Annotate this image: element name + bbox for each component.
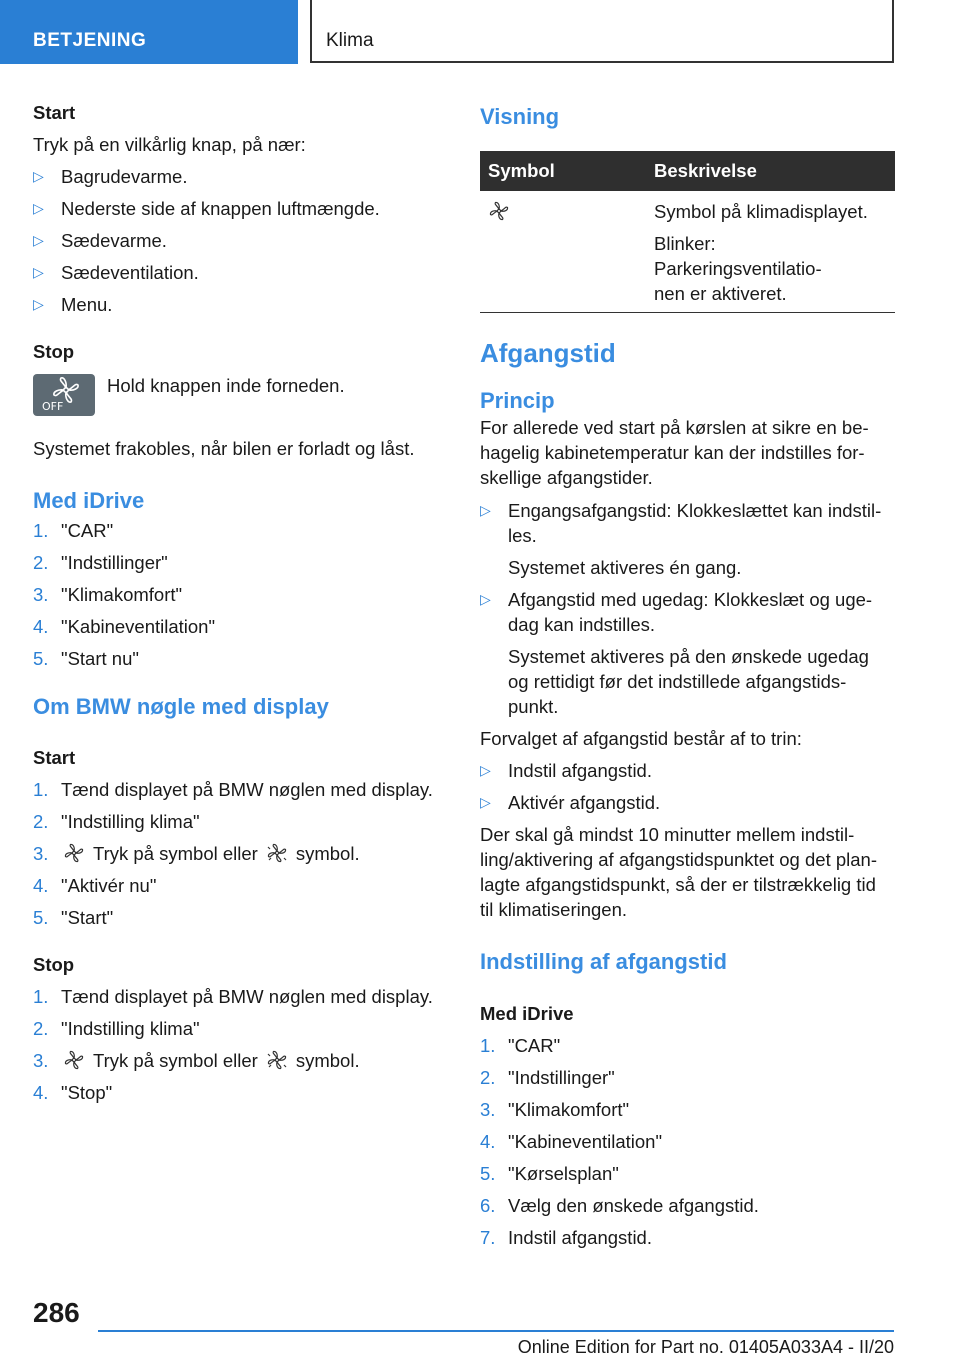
list-item: ▷ Sædevarme. xyxy=(33,230,167,251)
triangle-bullet-icon: ▷ xyxy=(33,296,44,312)
right-idrive-list xyxy=(480,1033,895,1250)
list-item: 4. "Stop" xyxy=(33,1082,113,1103)
table-desc-2: Blinker: Parkeringsventilatio- nen er aktiveret. xyxy=(654,233,822,304)
triangle-bullet-icon: ▷ xyxy=(33,232,44,248)
fan-auto-icon xyxy=(266,1050,288,1070)
list-item: 1. Tænd displayet på BMW nøglen med display. xyxy=(33,986,433,1007)
footer-divider xyxy=(98,1330,894,1332)
list-item: 4. "Kabineventilation" xyxy=(480,1131,663,1152)
list-number: 3. xyxy=(33,1050,49,1071)
list-item: 1. "CAR" xyxy=(480,1035,561,1056)
table-row xyxy=(480,191,895,313)
right-column xyxy=(480,100,895,1250)
list-number: 1. xyxy=(33,520,49,541)
list-item: 3. Tryk på symbol eller symbol. xyxy=(33,1050,360,1071)
fan-icon xyxy=(63,843,85,863)
table-description-cell xyxy=(646,191,895,313)
system-off-text: Systemet frakobles, når bilen er forladt og låst. xyxy=(33,438,415,459)
list-item: 4. "Kabineventilation" xyxy=(33,616,216,637)
triangle-bullet-icon: ▷ xyxy=(480,762,491,778)
stop-title: Stop xyxy=(33,341,75,362)
list-number: 2. xyxy=(33,811,49,832)
list-number: 4. xyxy=(33,1082,49,1103)
list-number: 1. xyxy=(480,1035,496,1056)
triangle-bullet-icon: ▷ xyxy=(33,168,44,184)
fan-icon xyxy=(63,1050,85,1070)
key-start-list xyxy=(33,777,453,930)
list-number: 3. xyxy=(480,1099,496,1120)
key-heading: Om BMW nøgle med display xyxy=(33,694,329,719)
indstilling-heading: Indstilling af afgangstid xyxy=(480,949,727,974)
idrive-heading: Med iDrive xyxy=(33,488,145,513)
b2-sub: Systemet aktiveres på den ønskede ugedag og rettidigt før det indstillede afgangstids- punkt. xyxy=(508,646,869,717)
list-item: ▷ Nederste side af knappen luftmængde. xyxy=(33,198,380,219)
triangle-bullet-icon: ▷ xyxy=(33,264,44,280)
list-item: ▷ Menu. xyxy=(33,294,113,315)
table-header-description: Beskrivelse xyxy=(646,151,895,191)
afgangstid-heading: Afgangstid xyxy=(480,338,616,368)
list-item: 3. "Klimakomfort" xyxy=(480,1099,630,1120)
list-number: 2. xyxy=(480,1067,496,1088)
list-item: 5. "Kørselsplan" xyxy=(480,1163,619,1184)
list-item: 3. Tryk på symbol eller symbol. xyxy=(33,843,360,864)
fan-off-button-icon xyxy=(33,374,95,416)
list-item: ▷ Afgangstid med ugedag: Klokkeslæt og uge- dag kan indstilles. xyxy=(480,589,873,635)
table-symbol-cell xyxy=(480,191,646,313)
header-chapter: Klima xyxy=(326,30,374,51)
list-item: 2. "Indstilling klima" xyxy=(33,811,200,832)
triangle-bullet-icon: ▷ xyxy=(480,794,491,810)
note-text: Der skal gå mindst 10 minutter mellem indstil- ling/aktivering af afgangstidspunktet og det plan- lagte afgangstidspunkt, så der er tilstrækkelig tid til klimatiseringen. xyxy=(480,824,877,920)
idrive-list xyxy=(33,518,453,671)
list-number: 1. xyxy=(33,986,49,1007)
list-item: ▷ Indstil afgangstid. xyxy=(480,760,652,781)
list-number: 2. xyxy=(33,552,49,573)
visning-heading: Visning xyxy=(480,104,560,129)
list-number: 7. xyxy=(480,1227,496,1248)
list-item: 2. "Indstillinger" xyxy=(480,1067,615,1088)
triangle-bullet-icon: ▷ xyxy=(480,502,491,518)
list-item: 6. Vælg den ønskede afgangstid. xyxy=(480,1195,759,1216)
start-list xyxy=(33,164,453,317)
princip-text: For allerede ved start på kørslen at sikre en be- hagelig kabinetemperatur kan der indstilles for- skellige afgangstider. xyxy=(480,417,869,488)
left-column xyxy=(33,100,453,1105)
list-number: 5. xyxy=(33,907,49,928)
list-item: 2. "Indstillinger" xyxy=(33,552,168,573)
list-item: ▷ Bagrudevarme. xyxy=(33,166,188,187)
list-item: ▷ Aktivér afgangstid. xyxy=(480,792,661,813)
list-number: 4. xyxy=(33,616,49,637)
list-item: 7. Indstil afgangstid. xyxy=(480,1227,652,1248)
list-item: 2. "Indstilling klima" xyxy=(33,1018,200,1039)
list-item: 5. "Start nu" xyxy=(33,648,139,669)
list-item: ▷ Sædeventilation. xyxy=(33,262,199,283)
princip-heading: Princip xyxy=(480,388,555,413)
key-stop-title: Stop xyxy=(33,954,75,975)
page-number: 286 xyxy=(33,1297,80,1328)
med-idrive-title: Med iDrive xyxy=(480,1003,574,1024)
list-item: 5. "Start" xyxy=(33,907,114,928)
header-chapter-box xyxy=(310,0,894,63)
list-number: 3. xyxy=(33,584,49,605)
stop-row xyxy=(33,374,453,436)
list-number: 4. xyxy=(33,875,49,896)
list-item: 4. "Aktivér nu" xyxy=(33,875,157,896)
header-section-tab xyxy=(0,0,298,64)
list-number: 6. xyxy=(480,1195,496,1216)
list-number: 1. xyxy=(33,779,49,800)
list-number: 5. xyxy=(33,648,49,669)
list-number: 2. xyxy=(33,1018,49,1039)
list-item: 1. "CAR" xyxy=(33,520,114,541)
forvalg-text: Forvalget af afgangstid består af to trin: xyxy=(480,728,802,749)
fan-icon xyxy=(488,201,510,221)
start-intro: Tryk på en vilkårlig knap, på nær: xyxy=(33,134,306,155)
list-item: ▷ Engangsafgangstid: Klokkeslættet kan indstil- les. xyxy=(480,500,882,546)
list-item: 1. Tænd displayet på BMW nøglen med display. xyxy=(33,779,433,800)
list-item: 3. "Klimakomfort" xyxy=(33,584,183,605)
fan-auto-icon xyxy=(266,843,288,863)
key-stop-list xyxy=(33,984,453,1105)
forvalg-list xyxy=(480,758,895,815)
symbol-table xyxy=(480,151,895,313)
start-title: Start xyxy=(33,102,76,123)
list-number: 3. xyxy=(33,843,49,864)
header-section: BETJENING xyxy=(33,30,147,51)
table-desc-1: Symbol på klimadisplayet. xyxy=(654,201,868,222)
table-header-symbol: Symbol xyxy=(480,151,646,191)
list-number: 4. xyxy=(480,1131,496,1152)
key-start-title: Start xyxy=(33,747,76,768)
b1-sub: Systemet aktiveres én gang. xyxy=(508,557,742,578)
footer-edition: Online Edition for Part no. 01405A033A4 - II/20 xyxy=(517,1337,894,1357)
triangle-bullet-icon: ▷ xyxy=(33,200,44,216)
off-label: OFF xyxy=(42,400,64,413)
triangle-bullet-icon: ▷ xyxy=(480,591,491,607)
stop-text: Hold knappen inde forneden. xyxy=(107,375,345,396)
list-number: 5. xyxy=(480,1163,496,1184)
